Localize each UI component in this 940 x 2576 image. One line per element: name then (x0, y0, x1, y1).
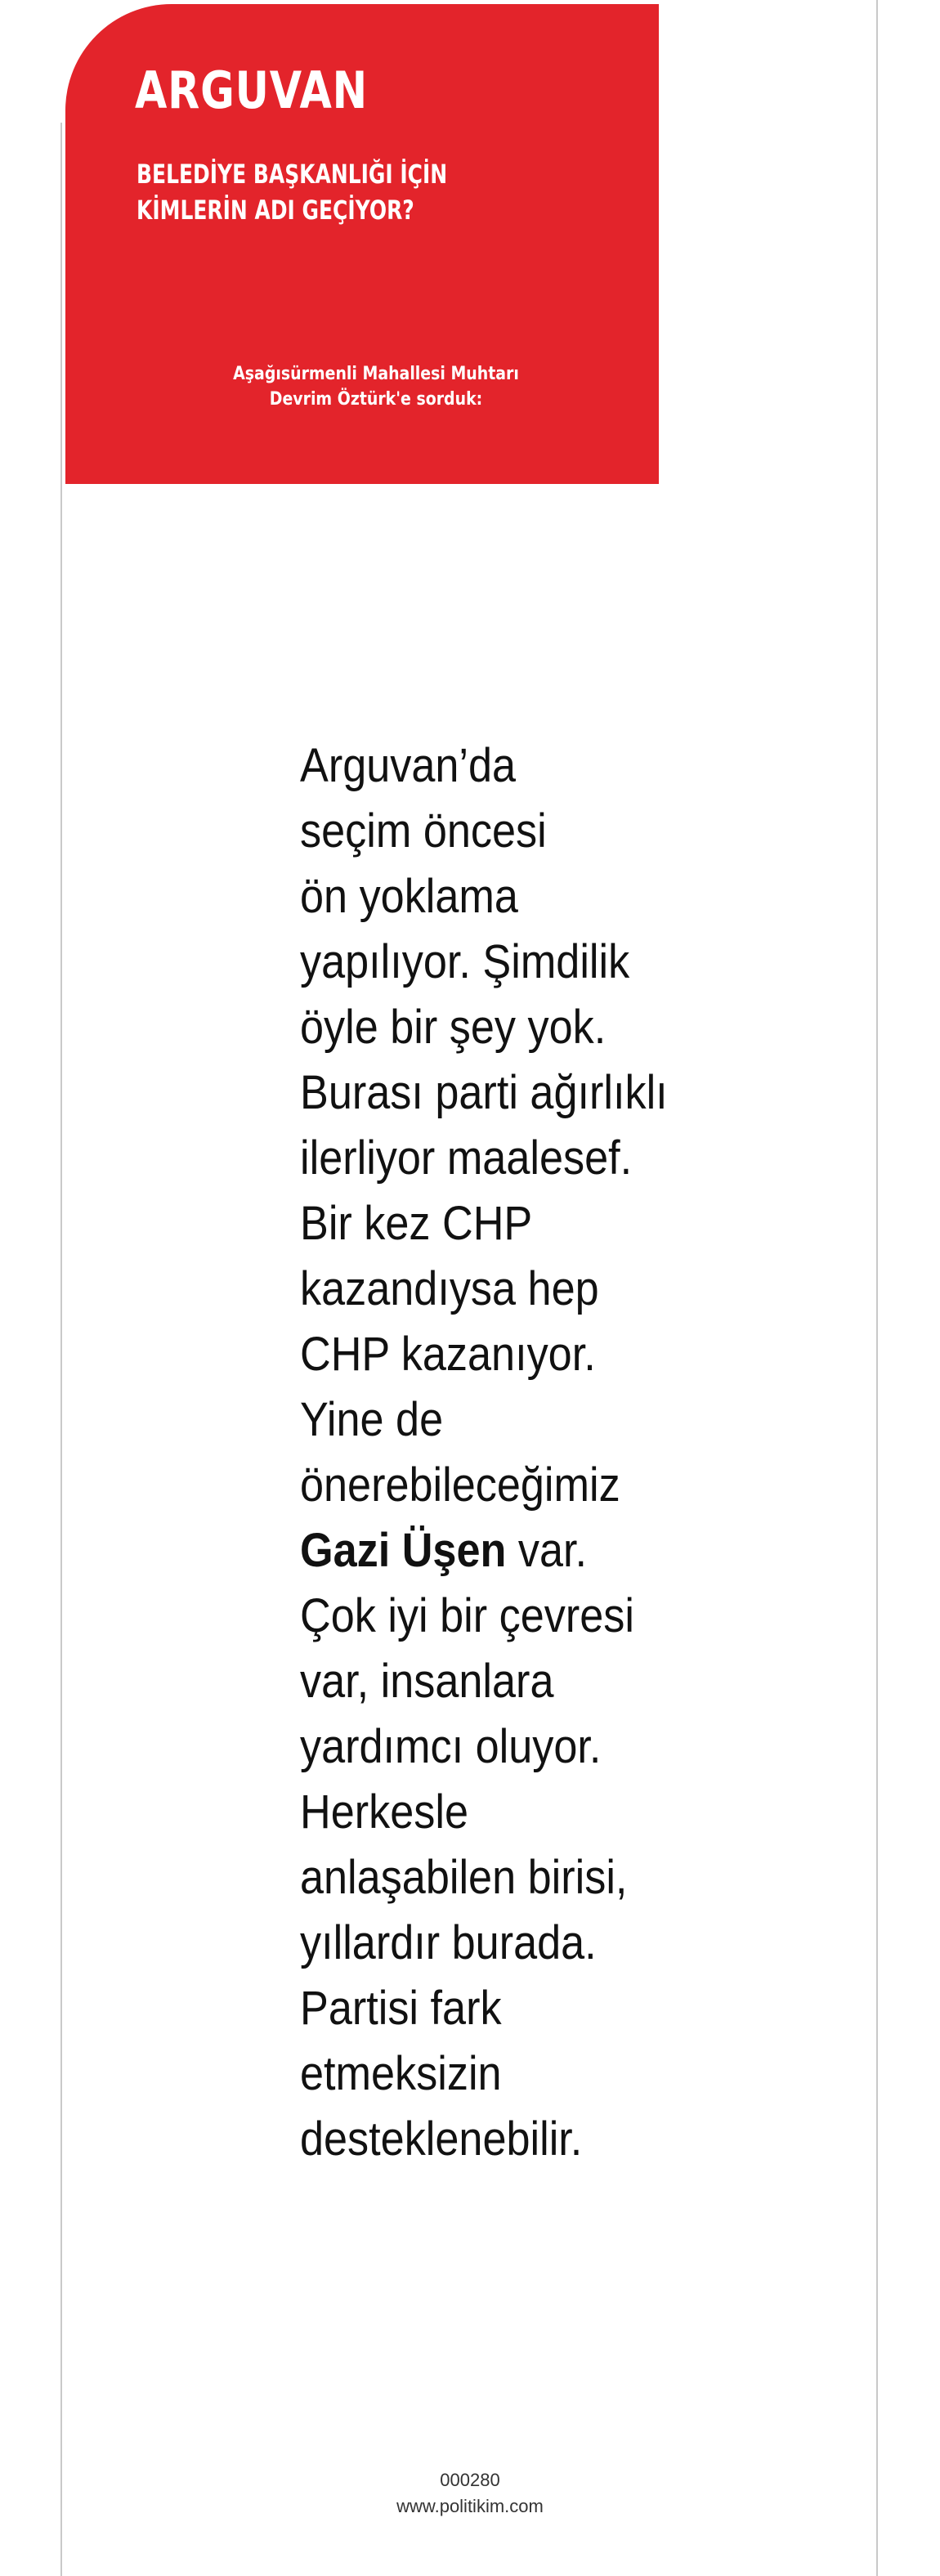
highlighted-name: Gazi Üşen (300, 1524, 507, 1577)
intro-text (179, 362, 573, 413)
intro-line: Aşağısürmenli Mahallesi Muhtarı (233, 364, 519, 384)
page-code: 000280 (440, 2470, 500, 2490)
subtitle-line: KİMLERİN ADI GEÇİYOR? (137, 194, 414, 226)
quote-line: Herkesle (300, 1785, 468, 1839)
quote-line: yıllardır burada. (300, 1916, 597, 1969)
quote-line: ön yoklama (300, 870, 518, 923)
page-footer (376, 2467, 564, 2520)
quote-line: Partisi fark (300, 1982, 502, 2035)
website-link[interactable]: www.politikim.com (396, 2496, 544, 2516)
quote-line: Burası parti ağırlıklı (300, 1066, 668, 1119)
intro-line: Devrim Öztürk'e sorduk: (269, 388, 483, 410)
quote-body (300, 733, 668, 2172)
right-margin-rule (876, 0, 878, 2576)
quote-line: kazandıysa hep (300, 1262, 599, 1315)
quote-line: Çok iyi bir çevresi (300, 1589, 634, 1642)
left-margin-rule (60, 123, 62, 2576)
page-subtitle (137, 157, 447, 228)
quote-line-highlight (300, 1518, 668, 1584)
quote-line: anlaşabilen birisi, (300, 1851, 628, 1904)
quote-line: var, insanlara (300, 1655, 554, 1708)
quote-line: yardımcı oluyor. (300, 1720, 602, 1773)
quote-line: öyle bir şey yok. (300, 1001, 607, 1054)
page-title: ARGUVAN (135, 60, 369, 120)
quote-line: etmeksizin (300, 2047, 502, 2100)
subtitle-line: BELEDİYE BAŞKANLIĞI İÇİN (137, 159, 448, 190)
quote-line: yapılıyor. Şimdilik (300, 935, 630, 988)
quote-line: Yine de (300, 1393, 444, 1446)
quote-line: desteklenebilir. (300, 2112, 583, 2166)
quote-line: ilerliyor maalesef. (300, 1131, 633, 1185)
quote-line: önerebileceğimiz (300, 1458, 620, 1512)
quote-line: CHP kazanıyor. (300, 1328, 596, 1381)
quote-line: Arguvan’da (300, 739, 517, 792)
quote-line: seçim öncesi (300, 804, 547, 858)
quote-line: Bir kez CHP (300, 1197, 533, 1250)
highlight-suffix: var. (506, 1524, 588, 1577)
